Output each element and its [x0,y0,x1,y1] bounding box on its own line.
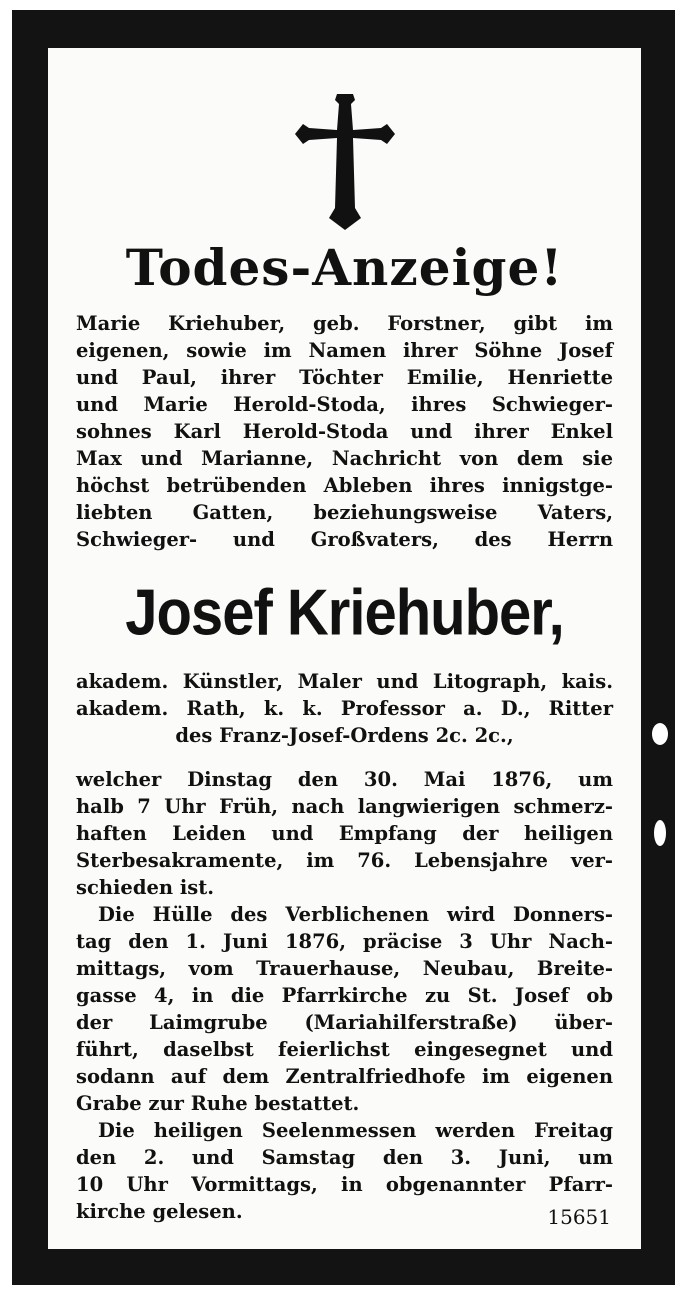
intro-paragraph [76,310,613,553]
text-line: eigenen, sowie im Namen ihrer Söhne Josef [76,339,613,362]
paper-blemish [654,820,666,846]
mass-paragraph [76,1117,613,1225]
text-line: Grabe zur Ruhe bestattet. [76,1092,360,1115]
text-line: schieden ist. [76,876,215,899]
text-line: akadem. Künstler, Maler und Litograph, kais. [76,670,613,693]
mourning-border [12,10,675,1285]
text-line: sodann auf dem Zentralfriedhofe im eigenen [76,1065,613,1088]
text-line: Sterbesakramente, im 76. Lebensjahre ver- [76,849,613,872]
text-line: des Franz-Josef-Ordens 2c. 2c., [175,724,514,747]
cross-icon [48,90,641,230]
text-line: Die heiligen Seelenmessen werden Freitag [98,1119,613,1142]
text-line: haften Leiden und Empfang der heiligen [76,822,613,845]
text-line: Max und Marianne, Nachricht von dem sie [76,447,613,470]
notice-body [48,48,641,1249]
reference-number: 15651 [547,1205,611,1229]
text-line: Die Hülle des Verblichenen wird Donners- [98,903,613,926]
text-line: den 2. und Samstag den 3. Juni, um [76,1146,613,1169]
honorific-titles [76,668,613,749]
text-line: sohnes Karl Herold-Stoda und ihrer Enkel [76,420,613,443]
text-line: und Marie Herold-Stoda, ihres Schwieger- [76,393,613,416]
paper-blemish [652,723,668,745]
deceased-name: Josef Kriehuber, [125,576,564,649]
text-line: kirche gelesen. [76,1200,243,1223]
notice-title: Todes-Anzeige! [125,238,564,297]
text-line: Marie Kriehuber, geb. Forstner, gibt im [76,312,613,335]
funeral-paragraph [76,901,613,1117]
text-line: welcher Dinstag den 30. Mai 1876, um [76,768,613,791]
text-line: und Paul, ihrer Töchter Emilie, Henriette [76,366,613,389]
text-line: gasse 4, in die Pfarrkirche zu St. Josef ob [76,984,613,1007]
text-line: Schwieger- und Großvaters, des Herrn [76,528,613,551]
text-line: akadem. Rath, k. k. Professor a. D., Ritter [76,697,613,720]
text-line: tag den 1. Juni 1876, präcise 3 Uhr Nach- [76,930,613,953]
death-paragraph [76,766,613,901]
text-line: führt, daselbst feierlichst eingesegnet und [76,1038,613,1061]
text-line: liebten Gatten, beziehungsweise Vaters, [76,501,613,524]
text-line: der Laimgrube (Mariahilferstraße) über- [76,1011,613,1034]
text-line: 10 Uhr Vormittags, in obgenannter Pfarr- [76,1173,613,1196]
text-line: mittags, vom Trauerhause, Neubau, Breite- [76,957,613,980]
latin-cross-icon [285,90,405,230]
text-line: höchst betrübenden Ableben ihres innigstge- [76,474,613,497]
text-line: halb 7 Uhr Früh, nach langwierigen schmerz- [76,795,613,818]
